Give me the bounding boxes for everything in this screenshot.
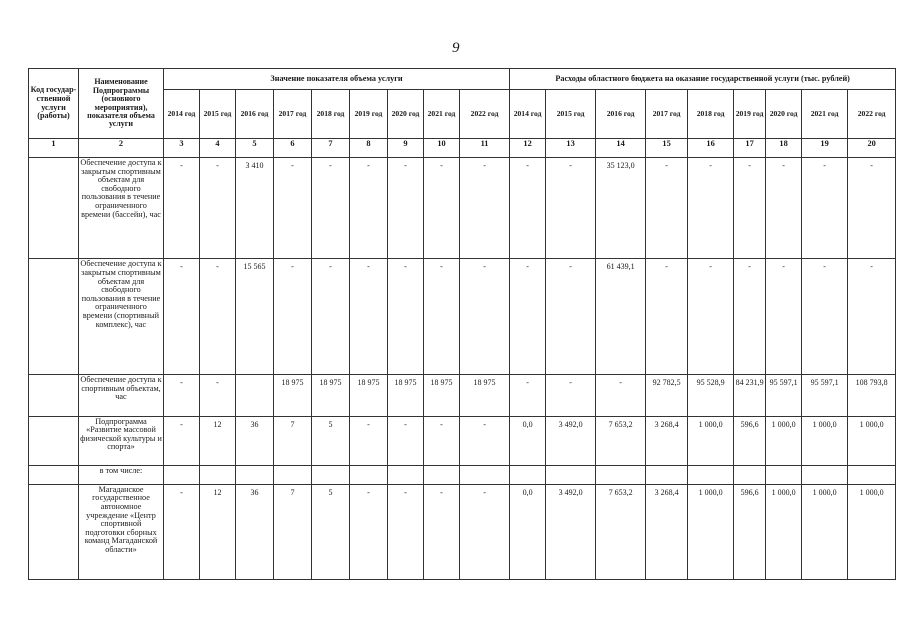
row-code [29,375,79,416]
row-value: - [274,157,312,258]
row-value: 7 653,2 [596,484,646,579]
row-value: - [200,157,236,258]
row-value: - [350,259,388,375]
row-value: - [164,416,200,466]
row-value: - [734,157,766,258]
row-name: Обеспечение доступа к спортивным объектам, час [79,375,164,416]
header-name: Наименование Подпрограммы (основного мероприятия), показателя объема услуги [79,69,164,139]
row-value: 3 268,4 [646,416,688,466]
row-value: - [460,157,510,258]
row-value: 5 [312,416,350,466]
expense-year-header: 2014 год [510,89,546,139]
row-value: - [688,157,734,258]
row-value: 1 000,0 [688,416,734,466]
column-index: 16 [688,139,734,158]
column-index: 5 [236,139,274,158]
row-value: - [274,259,312,375]
row-value: - [164,157,200,258]
column-index: 7 [312,139,350,158]
row-value: - [546,259,596,375]
row-value: - [848,259,896,375]
expense-year-header: 2020 год [766,89,802,139]
row-name: Подпрограмма «Развитие массовой физической культуры и спорта» [79,416,164,466]
row-value [200,466,236,485]
row-value [646,466,688,485]
row-value: - [848,157,896,258]
expense-year-header: 2022 год [848,89,896,139]
row-value: - [460,416,510,466]
row-code [29,466,79,485]
row-value [164,466,200,485]
column-index: 4 [200,139,236,158]
row-value: - [510,157,546,258]
volume-year-header: 2019 год [350,89,388,139]
row-value: - [164,375,200,416]
row-value [312,466,350,485]
row-value: 5 [312,484,350,579]
row-value: 596,6 [734,484,766,579]
row-value: 92 782,5 [646,375,688,416]
column-index: 14 [596,139,646,158]
row-value: 15 565 [236,259,274,375]
page-number: 9 [452,40,460,56]
expense-year-header: 2015 год [546,89,596,139]
row-value: 7 653,2 [596,416,646,466]
row-value: - [200,375,236,416]
row-value: - [766,157,802,258]
row-value: - [546,375,596,416]
row-value: - [596,375,646,416]
row-value: - [164,484,200,579]
table-row [29,466,896,485]
row-name: Обеспечение доступа к закрытым спортивным объектам для свободного пользования в течение ограниченного времени (спортивный комплекс), час [79,259,164,375]
row-value: 1 000,0 [688,484,734,579]
row-value [802,466,848,485]
row-value: 3 410 [236,157,274,258]
row-value: 18 975 [424,375,460,416]
row-value: - [350,484,388,579]
row-value: - [312,157,350,258]
expense-year-header: 2016 год [596,89,646,139]
volume-year-header: 2022 год [460,89,510,139]
row-value [274,466,312,485]
column-index: 11 [460,139,510,158]
row-code [29,259,79,375]
column-index: 18 [766,139,802,158]
column-index: 3 [164,139,200,158]
row-value: - [460,484,510,579]
row-value: 18 975 [350,375,388,416]
row-value: - [312,259,350,375]
row-value: - [388,484,424,579]
table-row [29,259,896,375]
row-value [766,466,802,485]
row-value [460,466,510,485]
row-value [848,466,896,485]
row-value: 0,0 [510,484,546,579]
row-value: 1 000,0 [848,416,896,466]
expense-year-header: 2019 год [734,89,766,139]
row-value: 84 231,9 [734,375,766,416]
row-value: 7 [274,484,312,579]
row-value: - [424,157,460,258]
row-value: 596,6 [734,416,766,466]
header-expense-group: Расходы областного бюджета на оказание государственной услуги (тыс. рублей) [510,69,896,90]
column-index: 15 [646,139,688,158]
row-value: - [802,259,848,375]
row-value: 36 [236,484,274,579]
row-name: Обеспечение доступа к закрытым спортивным объектам для свободного пользования в течение ограниченного времени (бассейн), час [79,157,164,258]
column-index: 2 [79,139,164,158]
column-index: 8 [350,139,388,158]
row-value: - [688,259,734,375]
index-row [29,139,896,158]
column-index: 13 [546,139,596,158]
row-value [546,466,596,485]
row-value: 1 000,0 [802,484,848,579]
column-index: 19 [802,139,848,158]
row-value [596,466,646,485]
row-value: 95 528,9 [688,375,734,416]
row-value [688,466,734,485]
row-value: - [802,157,848,258]
row-value: 18 975 [460,375,510,416]
row-value [734,466,766,485]
row-value: - [388,157,424,258]
row-value: - [424,416,460,466]
row-value: - [766,259,802,375]
row-value: 95 597,1 [766,375,802,416]
volume-year-header: 2014 год [164,89,200,139]
row-name: в том числе: [79,466,164,485]
header-volume-group: Значение показателя объема услуги [164,69,510,90]
row-code [29,416,79,466]
volume-year-header: 2021 год [424,89,460,139]
row-value: 1 000,0 [848,484,896,579]
row-value [350,466,388,485]
row-name: Магаданское государственное автономное учреждение «Центр спортивной подготовки сборных команд Магаданской области» [79,484,164,579]
volume-year-header: 2015 год [200,89,236,139]
row-value: 0,0 [510,416,546,466]
column-index: 1 [29,139,79,158]
volume-year-header: 2020 год [388,89,424,139]
row-code [29,157,79,258]
row-code [29,484,79,579]
row-value [510,466,546,485]
row-value: 18 975 [312,375,350,416]
column-index: 12 [510,139,546,158]
row-value: - [424,259,460,375]
header-code: Код государ-ственной услуги (работы) [29,69,79,139]
row-value: 18 975 [274,375,312,416]
row-value [388,466,424,485]
row-value: 1 000,0 [802,416,848,466]
row-value: 7 [274,416,312,466]
expense-year-header: 2021 год [802,89,848,139]
row-value: - [546,157,596,258]
row-value: 12 [200,484,236,579]
row-value: - [200,259,236,375]
row-value: 95 597,1 [802,375,848,416]
row-value: - [510,259,546,375]
row-value: 36 [236,416,274,466]
expense-year-header: 2017 год [646,89,688,139]
row-value [236,466,274,485]
row-value: - [460,259,510,375]
table-row [29,375,896,416]
row-value: 35 123,0 [596,157,646,258]
volume-year-header: 2017 год [274,89,312,139]
column-index: 9 [388,139,424,158]
row-value: 108 793,8 [848,375,896,416]
column-index: 20 [848,139,896,158]
row-value: - [646,157,688,258]
row-value: - [388,259,424,375]
row-value: - [350,416,388,466]
row-value: 3 268,4 [646,484,688,579]
row-value [424,466,460,485]
volume-year-header: 2016 год [236,89,274,139]
table-row [29,157,896,258]
row-value: 3 492,0 [546,416,596,466]
volume-year-header: 2018 год [312,89,350,139]
row-value: - [164,259,200,375]
column-index: 17 [734,139,766,158]
row-value: 18 975 [388,375,424,416]
budget-table [28,68,896,580]
row-value: 61 439,1 [596,259,646,375]
row-value: 12 [200,416,236,466]
row-value: - [388,416,424,466]
row-value: - [510,375,546,416]
table-row [29,416,896,466]
column-index: 10 [424,139,460,158]
row-value: 1 000,0 [766,484,802,579]
row-value: - [734,259,766,375]
row-value: 3 492,0 [546,484,596,579]
row-value: - [424,484,460,579]
column-index: 6 [274,139,312,158]
table-row [29,484,896,579]
row-value: - [350,157,388,258]
row-value: - [646,259,688,375]
expense-year-header: 2018 год [688,89,734,139]
row-value [236,375,274,416]
row-value: 1 000,0 [766,416,802,466]
